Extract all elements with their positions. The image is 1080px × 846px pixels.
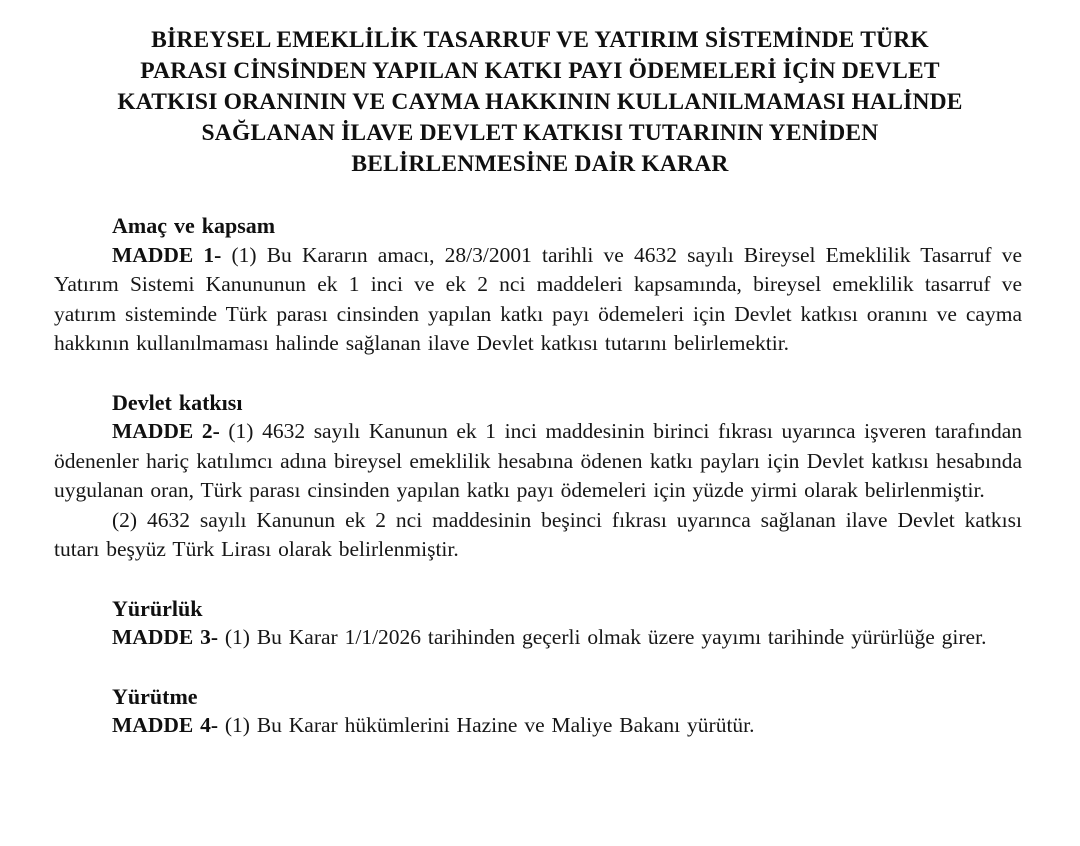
section-heading: Yürürlük xyxy=(112,595,203,621)
article-text: (1) Bu Kararın amacı, 28/3/2001 tarihli ve 4632 sayılı Bireysel Emeklilik Tasarruf ve Yatırım Sistemi Kanununun ek 1 inci ve ek 2 nci maddeleri kapsamında, bireysel emeklilik tasarruf ve yatırım sisteminde Türk parası cinsinden yapılan katkı payı ödemeleri için Devlet katkısı oranını ve cayma hakkının kullanılmaması halinde sağlanan ilave Devlet katkısı tutarını belirlemektir. xyxy=(54,242,1023,355)
title-line: BİREYSEL EMEKLİLİK TASARRUF VE YATIRIM SİSTEMİNDE TÜRK xyxy=(151,27,929,53)
title-line: BELİRLENMESİNE DAİR KARAR xyxy=(351,151,729,177)
article-text: (1) Bu Karar hükümlerini Hazine ve Maliye Bakanı yürütür. xyxy=(224,713,755,737)
article-label: MADDE 4- xyxy=(112,713,218,737)
title-line: SAĞLANAN İLAVE DEVLET KATKISI TUTARININ YENİDEN xyxy=(201,120,879,146)
section-yururluk xyxy=(54,594,1022,653)
article-label: MADDE 3- xyxy=(112,625,218,649)
document-title xyxy=(0,0,1080,180)
article-paragraph xyxy=(54,417,1022,506)
article-paragraph xyxy=(54,623,1022,653)
section-yurutme xyxy=(54,682,1022,741)
section-heading: Devlet katkısı xyxy=(112,389,243,415)
article-paragraph xyxy=(54,506,1022,565)
article-text: (1) 4632 sayılı Kanunun ek 1 inci maddesinin birinci fıkrası uyarınca işveren tarafından ödenenler hariç katılımcı adına bireysel emeklilik hesabına ödenen katkı payları için Devlet katkısı hesabında uygulanan oran, Türk parası cinsinden yapılan katkı payı ödemeleri için yüzde yirmi olarak belirlenmiştir. xyxy=(54,419,1022,502)
document-body xyxy=(54,211,1022,741)
section-devlet-katkisi xyxy=(54,388,1022,565)
section-amac-ve-kapsam xyxy=(54,211,1022,359)
article-paragraph xyxy=(54,241,1022,359)
article-label: MADDE 2- xyxy=(112,419,220,443)
article-paragraph xyxy=(54,711,1022,741)
article-text: (2) 4632 sayılı Kanunun ek 2 nci maddesinin beşinci fıkrası uyarınca sağlanan ilave Devlet katkısı tutarı beşyüz Türk Lirası olarak belirlenmiştir. xyxy=(54,507,1022,561)
title-line: PARASI CİNSİNDEN YAPILAN KATKI PAYI ÖDEMELERİ İÇİN DEVLET xyxy=(140,58,940,84)
title-line: KATKISI ORANININ VE CAYMA HAKKININ KULLANILMAMASI HALİNDE xyxy=(117,89,963,115)
section-heading: Yürütme xyxy=(112,683,198,709)
article-label: MADDE 1- xyxy=(112,242,222,267)
article-text: (1) Bu Karar 1/1/2026 tarihinden geçerli olmak üzere yayımı tarihinde yürürlüğe girer. xyxy=(224,625,987,649)
section-heading: Amaç ve kapsam xyxy=(112,213,276,238)
